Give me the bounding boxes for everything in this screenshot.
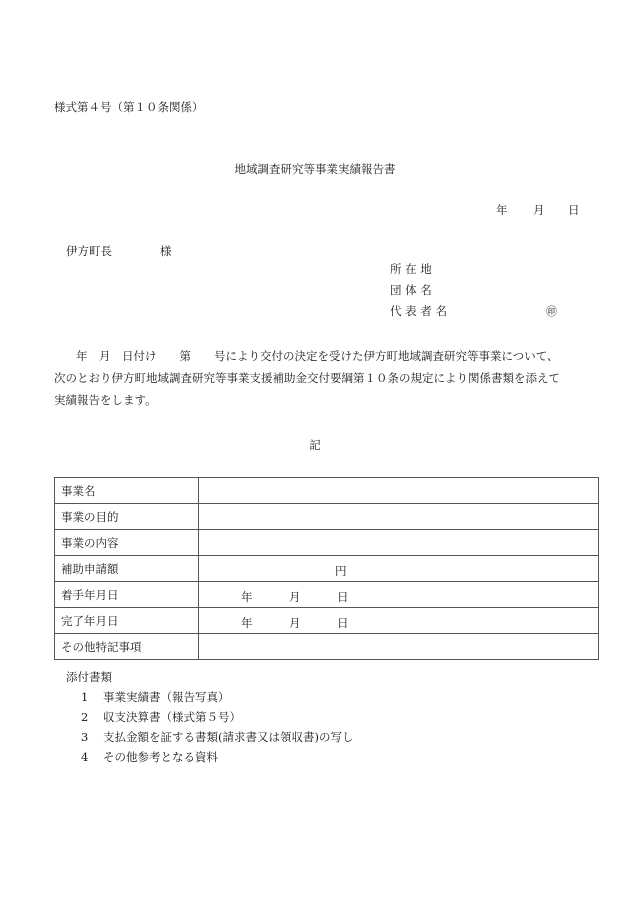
remarks-field[interactable]	[199, 634, 599, 660]
table-row	[55, 556, 599, 582]
attachment-text: その他参考となる資料	[103, 750, 218, 764]
row-label-purpose: 事業の目的	[55, 504, 199, 530]
start-year-label: 年	[241, 590, 253, 604]
list-item	[81, 752, 218, 764]
attachment-text: 収支決算書（様式第５号）	[103, 710, 241, 724]
amount-unit: 円	[335, 564, 347, 578]
recipient-name: 伊方町長	[66, 244, 112, 258]
attachments-heading: 添付書類	[66, 670, 112, 684]
list-item	[81, 692, 230, 704]
address-label: 所 在 地	[390, 262, 432, 276]
row-label-end-date: 完了年月日	[55, 608, 199, 634]
table-row	[55, 504, 599, 530]
attachment-number: 3	[81, 730, 89, 744]
row-label-content: 事業の内容	[55, 530, 199, 556]
date-year-label: 年	[496, 203, 508, 217]
body-text	[54, 345, 584, 411]
table-row	[55, 608, 599, 634]
attachment-number: 1	[81, 690, 89, 704]
amount-field[interactable]	[199, 556, 599, 582]
table-row	[55, 634, 599, 660]
date-day-label: 日	[568, 203, 580, 217]
list-item	[81, 712, 241, 724]
organization-label: 団 体 名	[390, 283, 432, 297]
attachment-text: 事業実績書（報告写真）	[103, 690, 230, 704]
body-line-3: 実績報告をします。	[54, 393, 157, 407]
end-year-label: 年	[241, 616, 253, 630]
body-line-1: 年 月 日付け 第 号により交付の決定を受けた伊方町地域調査研究等事業について、	[76, 349, 559, 363]
content-field[interactable]	[199, 530, 599, 556]
start-day-label: 日	[337, 590, 349, 604]
heading-ki: 記	[309, 438, 321, 452]
row-label-remarks: その他特記事項	[55, 634, 199, 660]
date-month-label: 月	[533, 203, 545, 217]
details-table	[54, 477, 599, 660]
project-name-field[interactable]	[199, 478, 599, 504]
end-day-label: 日	[337, 616, 349, 630]
row-label-start-date: 着手年月日	[55, 582, 199, 608]
table-row	[55, 530, 599, 556]
attachment-number: 2	[81, 710, 89, 724]
table-row	[55, 478, 599, 504]
attachment-text: 支払金額を証する書類(請求書又は領収書)の写し	[103, 730, 354, 744]
seal-mark: ㊞	[546, 305, 557, 318]
document-title: 地域調査研究等事業実績報告書	[234, 162, 396, 176]
recipient-honorific: 様	[160, 244, 172, 258]
table-row	[55, 582, 599, 608]
representative-label: 代 表 者 名	[390, 304, 447, 318]
form-number: 様式第４号（第１０条関係）	[54, 100, 204, 114]
list-item	[81, 732, 353, 744]
purpose-field[interactable]	[199, 504, 599, 530]
row-label-project-name: 事業名	[55, 478, 199, 504]
row-label-amount: 補助申請額	[55, 556, 199, 582]
end-month-label: 月	[289, 616, 301, 630]
body-line-2: 次のとおり伊方町地域調査研究等事業支援補助金交付要綱第１０条の規定により関係書類を添えて	[54, 371, 560, 385]
attachment-number: 4	[81, 750, 89, 764]
start-month-label: 月	[289, 590, 301, 604]
end-date-field[interactable]	[199, 608, 599, 634]
start-date-field[interactable]	[199, 582, 599, 608]
